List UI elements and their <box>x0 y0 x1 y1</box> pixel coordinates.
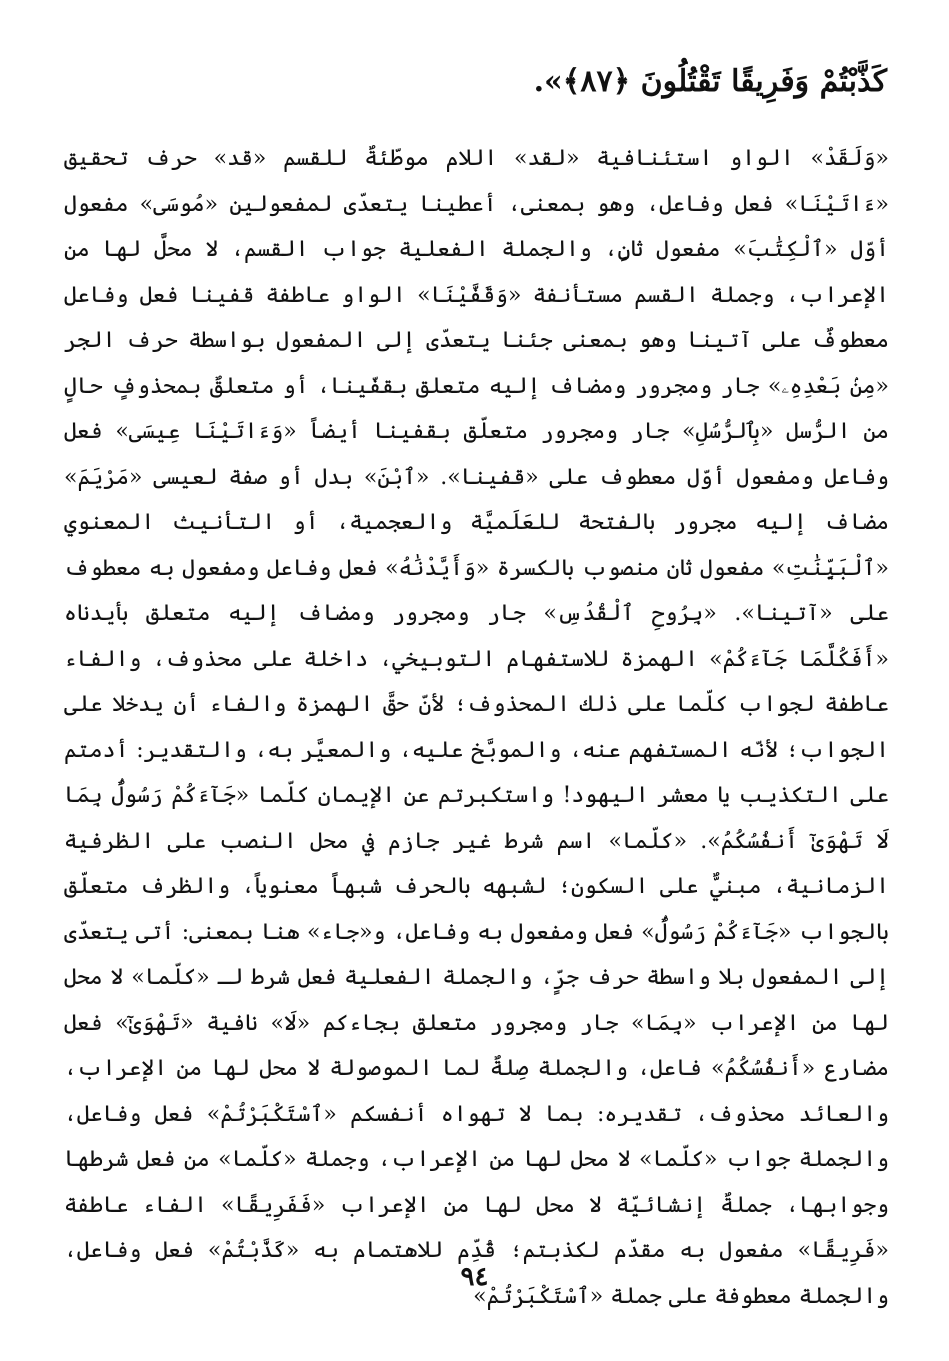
verse-heading: كَذَّبْتُمْ وَفَرِيقًا تَقْتُلُونَ ﴿٨٧﴾». <box>533 64 887 99</box>
page-number: ٩٤ <box>460 1262 489 1292</box>
analysis-paragraph: «وَلَقَدْ» الواو استئنافية «لقد» اللام موطّئةٌ للقسم «قد» حرف تحقيق «ءَاتَيْنَا» فعل وفاعل، وهو بمعنى، أعطينا يتعدّى لمفعولين «مُوسَى» مفعول أوّل «ٱلْكِتَٰبَ» مفعول ثانٍ، والجملة الفعلية جواب القسم، لا محلَّ لها من الإعراب، وجملة القسم مستأنفة «وَقَفَّيْنَا» الواو عاطفة قفينا فعل وفاعل معطوفٌ على آتينا وهو بمعنى جئنا يتعدّى إلى المفعول بواسطة حرف الجر «مِنۢ بَعْدِهِۦ» جار ومجرور ومضاف إليه متعلق بقفّينا، أو متعلقٌ بمحذوفٍ حالٍ من الرُّسل «بِٱلرُّسُلِ» جار ومجرور متعلّق بقفينا أيضاً «وَءَاتَيْنَا عِيسَى» فعل وفاعل ومفعول أوّل معطوف على «قفينا». «ٱبْنَ» بدل أو صفة لعيسى «مَرْيَمَ» مضاف إليه مجرور بالفتحة للعَلَميَّة والعجمية، أو التأنيث المعنوي «ٱلْبَيِّنَٰتِ» مفعول ثان منصوب بالكسرة «وَأَيَّدْنَٰهُ» فعل وفاعل ومفعول به معطوف على «آتينا». «بِرُوحِ ٱلْقُدُسِ» جار ومجرور ومضاف إليه متعلق بأيدناه «أَفَكُلَّمَا جَآءَكُمْ» الهمزة للاستفهام التوبيخي، داخلة على محذوف، والفاء عاطفة لجواب كلّما على ذلك المحذوف؛ لأنّ حقَّ الهمزة والفاء أن يدخلا على الجواب؛ لأنّه المستفهم عنه، والموبَّخ عليه، والمعيَّر به، والتقدير: أدمتم على التكذيب يا معشر اليهود! واستكبرتم عن الإيمان كلّما «جَآءَكُمْ رَسُولٌۢ بِمَا لَا تَهْوَىٰٓ أَنفُسُكُمُ». «كلّما» اسم شرط غير جازم في محل النصب على الظرفية الزمانية، مبنيٌّ على السكون؛ لشبهه بالحرف شبهاً معنوياً، والظرف متعلّق بالجواب «جَآءَكُمْ رَسُولٌۢ» فعل ومفعول به وفاعل، و«جاء» هنا بمعنى: أتى يتعدّى إلى المفعول بلا واسطة حرف جرٍّ، والجملة الفعلية فعل شرط لـ «كلّما» لا محل لها من الإعراب «بِمَا» جار ومجرور متعلق بجاءكم «لَا» نافية «تَهْوَىٰٓ» فعل مضارع «أَنفُسُكُمُ» فاعل، والجملة صِلةٌ لما الموصولة لا محل لها من الإعراب، والعائد محذوف، تقديره: بما لا تهواه أنفسكم «ٱسْتَكْبَرْتُمْ» فعل وفاعل، والجملة جواب «كلّما» لا محل لها من الإعراب، وجملة «كلّما» من فعل شرطها وجوابها، جملةٌ إنشائيّة لا محل لها من الإعراب «فَفَرِيقًا» الفاء عاطفة «فَرِيقًا» مفعول به مقدّم لكذبتم؛ قُدِّم للاهتمام به «كَذَّبْتُمْ» فعل وفاعل، والجملة معطوفة على جملة «ٱسْتَكْبَرْتُمْ» <box>64 146 889 1309</box>
